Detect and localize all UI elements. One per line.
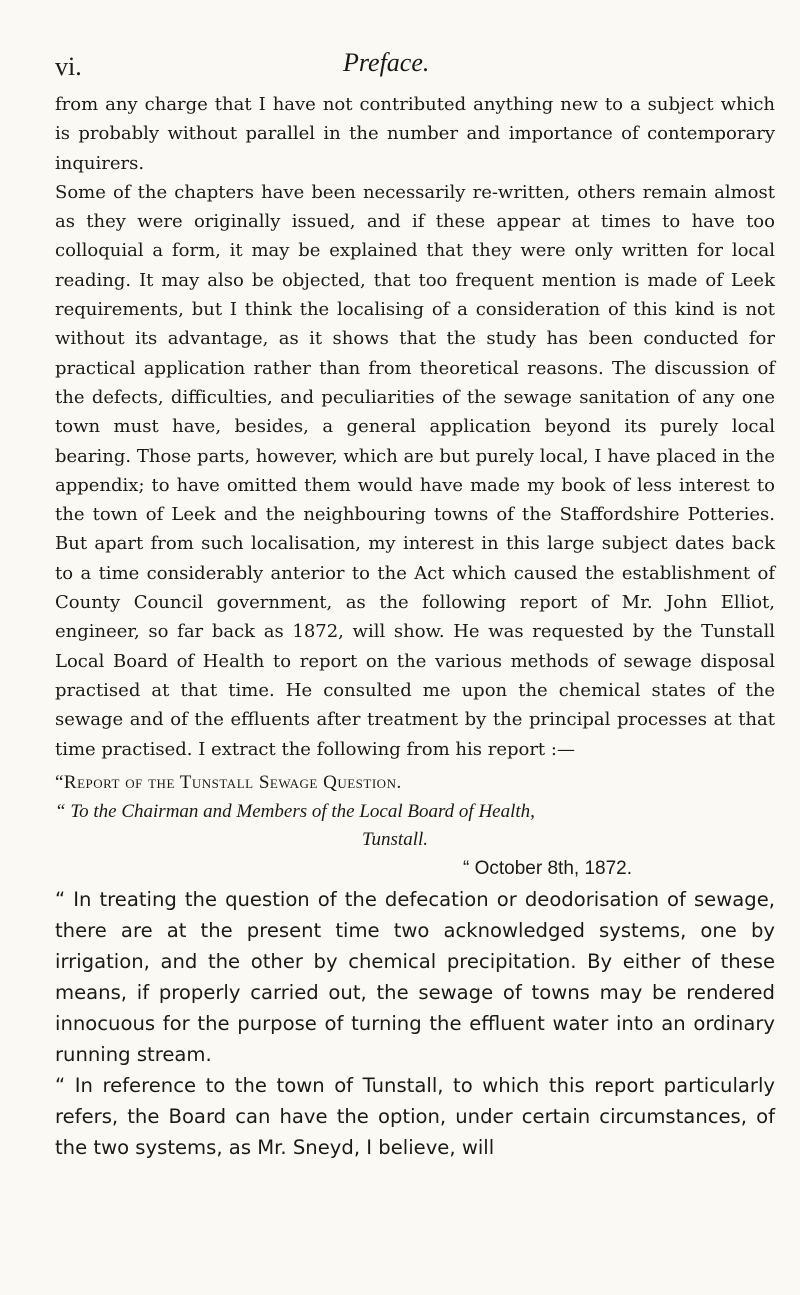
running-title: Preface.: [343, 48, 430, 77]
report-date: “ October 8th, 1872.: [463, 857, 632, 879]
addressee-line-1: “ To the Chairman and Members of the Local Board of Health,: [55, 800, 535, 822]
page-number: vi.: [55, 52, 82, 81]
body-text: [55, 90, 775, 1163]
page-header: [55, 44, 755, 84]
addressee-line-2: Tunstall.: [362, 828, 428, 850]
report-paragraph-2: “ In reference to the town of Tunstall, to which this report particularly refers, the Board can have the option, under certain circumstances, of the two systems, as Mr. Sneyd, I believe, will: [55, 1073, 775, 1159]
paragraph-continuation: from any charge that I have not contributed anything new to a subject which is probably without parallel in the number and importance of contemporary inquirers.: [55, 94, 775, 174]
paragraph-chapters: Some of the chapters have been necessarily re-written, others remain almost as they were originally issued, and if these appear at times to have too colloquial a form, it may be explained that they were only written for local reading. It may also be objected, that too frequent mention is made of Leek requirements, but I think the localising of a consideration of this kind is not without its advantage, as it shows that the study has been conducted for practical application rather than from theoretical reasons. The discussion of the defects, difficulties, and peculiarities of the sewage sanitation of any one town must have, besides, a general application beyond its purely local bearing. Those parts, however, which are but purely local, I have placed in the appendix; to have omitted them would have made my book of less interest to the town of Leek and the neighbouring towns of the Staffordshire Potteries. But apart from such localisation, my interest in this large subject dates back to a time considerably anterior to the Act which caused the establishment of County Council government, as the following report of Mr. John Elliot, engineer, so far back as 1872, will show. He was requested by the Tunstall Local Board of Health to report on the various methods of sewage disposal practised at that time. He consulted me upon the chemical states of the sewage and of the effluents after treatment by the principal processes at that time practised. I extract the following from his report :—: [55, 181, 775, 760]
report-heading: “Report of the Tunstall Sewage Question.: [55, 771, 402, 793]
report-paragraph-1: “ In treating the question of the defecation or deodorisation of sewage, there are at the present time two acknowledged systems, one by irrigation, and the other by chemical precipitation. By either of these means, if properly carried out, the sewage of towns may be rendered innocuous for the purpose of turning the effluent water into an ordinary running stream.: [55, 887, 775, 1066]
report-addressee: [55, 798, 775, 854]
